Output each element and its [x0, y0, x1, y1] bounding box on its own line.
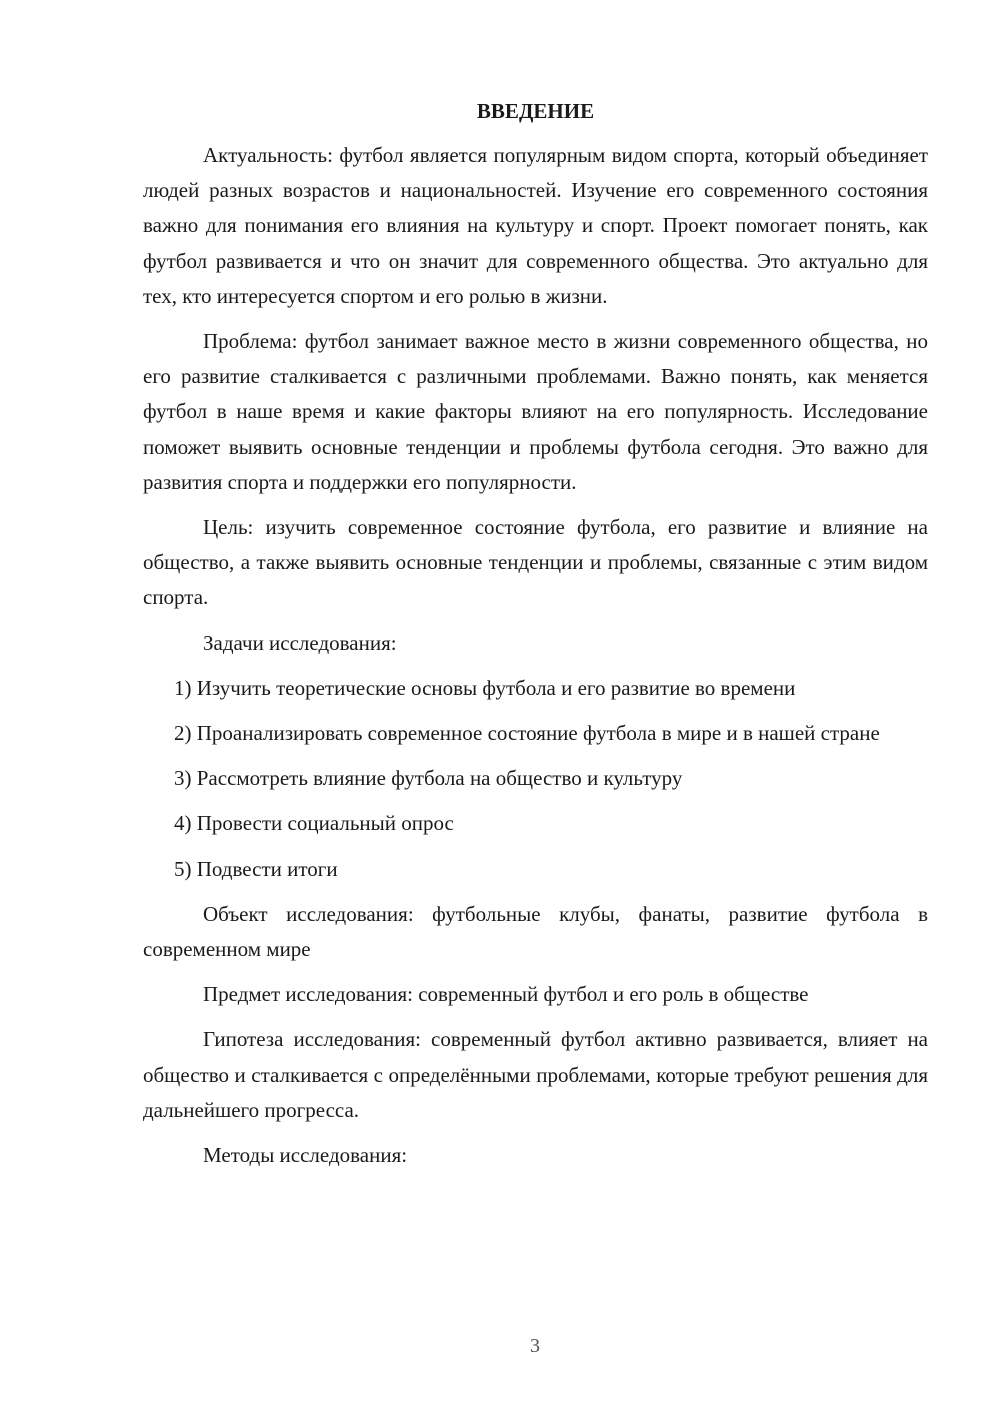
paragraph-relevance: Актуальность: футбол является популярным видом спорта, который объединяет людей разных возрастов и национальностей. Изучение его современного состояния важно для понимания его влияния на культуру и спорт. Проект помогает понять, как футбол развивается и что он значит для современного общества. Это актуально для тех, кто интересуется спортом и его ролью в жизни.	[143, 143, 928, 308]
paragraph-object: Объект исследования: футбольные клубы, фанаты, развитие футбола в современном мире	[143, 901, 928, 962]
task-item-5: 5) Подвести итоги	[174, 856, 338, 881]
task-item-3: 3) Рассмотреть влияние футбола на общество и культуру	[174, 766, 683, 791]
paragraph-problem: Проблема: футбол занимает важное место в жизни современного общества, но его развитие сталкивается с различными проблемами. Важно понять, как меняется футбол в наше время и какие факторы влияют на его популярность. Исследование поможет выявить основные тенденции и проблемы футбола сегодня. Это важно для развития спорта и поддержки его популярности.	[143, 329, 928, 494]
task-item-4: 4) Провести социальный опрос	[174, 811, 454, 836]
paragraph-subject: Предмет исследования: современный футбол и его роль в обществе	[203, 982, 809, 1007]
page-number: 3	[530, 1335, 540, 1357]
paragraph-methods-heading: Методы исследования:	[203, 1143, 408, 1168]
paragraph-goal: Цель: изучить современное состояние футбола, его развитие и влияние на общество, а также выявить основные тенденции и проблемы, связанные с этим видом спорта.	[143, 515, 928, 610]
task-item-2: 2) Проанализировать современное состояние футбола в мире и в нашей стране	[174, 721, 880, 746]
section-title: ВВЕДЕНИЕ	[476, 99, 595, 123]
paragraph-tasks-heading: Задачи исследования:	[203, 630, 397, 655]
paragraph-hypothesis: Гипотеза исследования: современный футбол активно развивается, влияет на общество и сталкивается с определёнными проблемами, которые требуют решения для дальнейшего прогресса.	[143, 1027, 928, 1122]
document-page	[143, 96, 928, 1183]
task-item-1: 1) Изучить теоретические основы футбола и его развитие во времени	[174, 675, 796, 700]
